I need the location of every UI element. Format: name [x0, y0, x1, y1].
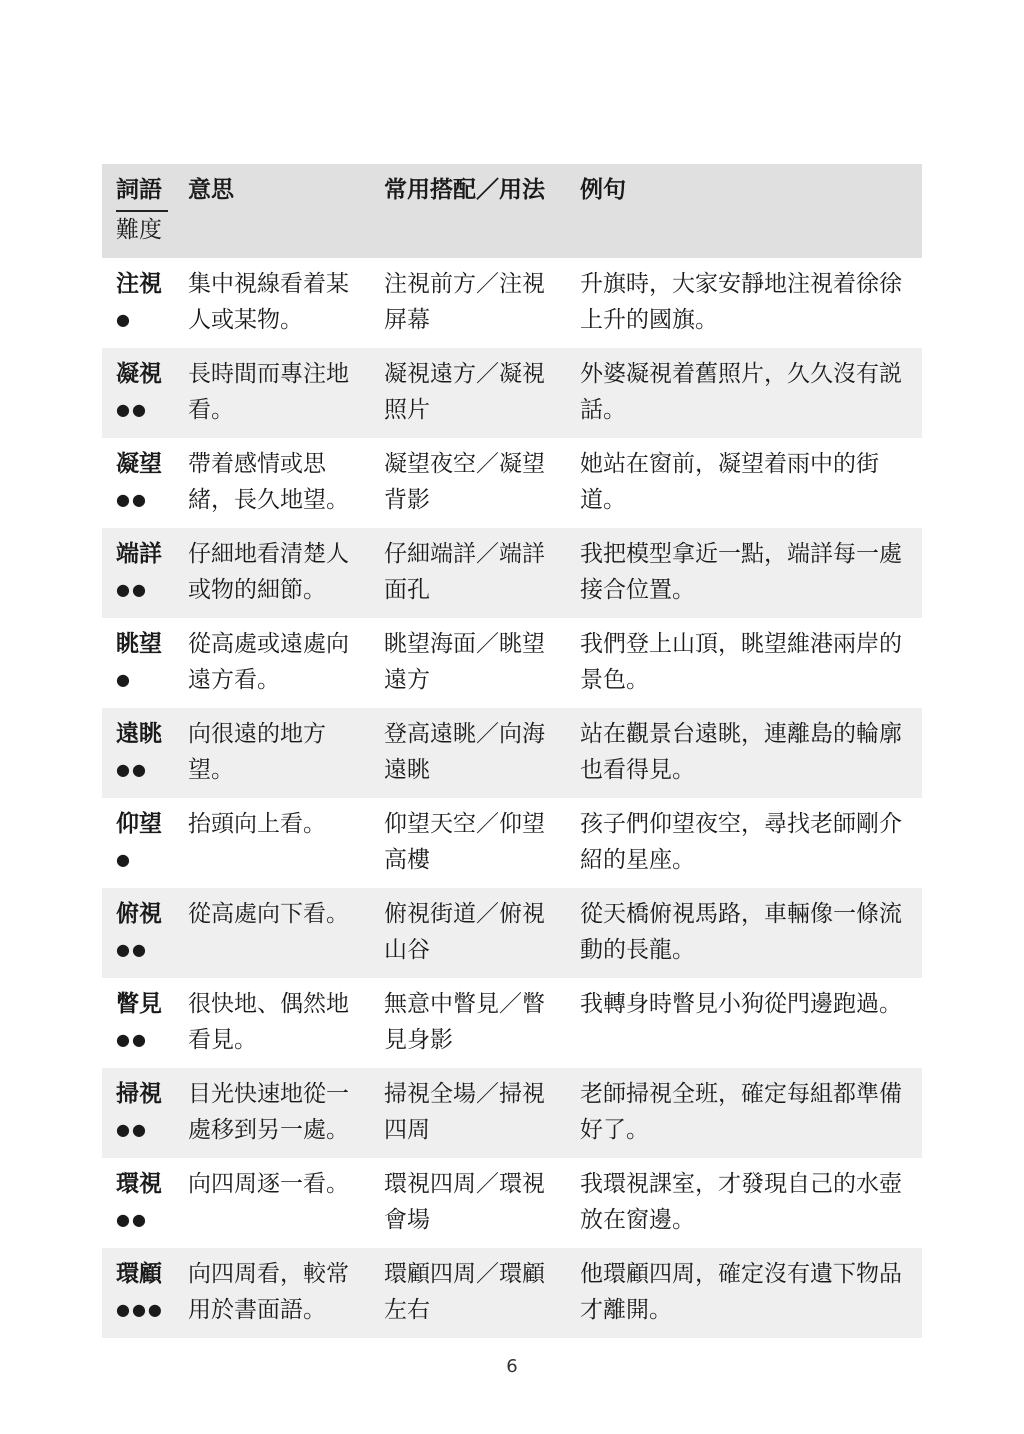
table-row	[102, 798, 922, 888]
vocab-word: 仰望	[116, 811, 162, 837]
example-cell: 孩子們仰望夜空，尋找老師剛介紹的星座。	[580, 811, 902, 873]
vocab-word: 眺望	[116, 631, 162, 657]
table-row	[102, 348, 922, 438]
vocab-word: 俯視	[116, 901, 162, 927]
usage-cell: 注視前方／注視屏幕	[384, 271, 545, 333]
table-row	[102, 708, 922, 798]
difficulty-dots: ●●	[116, 1120, 148, 1139]
usage-cell: 掃視全場／掃視四周	[376, 1068, 572, 1158]
table-row	[102, 438, 922, 528]
word-cell	[102, 978, 180, 1068]
usage-cell: 登高遠眺／向海遠眺	[376, 708, 572, 798]
word-cell	[102, 798, 180, 888]
header-word-cell	[102, 164, 180, 258]
usage-cell: 俯視街道／俯視山谷	[376, 888, 572, 978]
meaning-cell: 長時間而專注地看。	[180, 348, 376, 438]
example-cell: 他環顧四周，確定沒有遺下物品才離開。	[572, 1248, 922, 1338]
meaning-cell: 從高處或遠處向遠方看。	[188, 631, 349, 693]
usage-cell: 眺望海面／眺望遠方	[384, 631, 545, 693]
difficulty-dots: ●●	[116, 1030, 148, 1049]
meaning-cell: 集中視線看着某人或某物。	[188, 271, 349, 333]
usage-cell: 無意中瞥見／瞥見身影	[384, 991, 545, 1053]
word-cell	[102, 708, 180, 798]
meaning-cell: 向很遠的地方望。	[180, 708, 376, 798]
table-row	[102, 528, 922, 618]
word-cell	[102, 618, 180, 708]
difficulty-dots: ●	[116, 850, 132, 869]
meaning-cell: 很快地、偶然地看見。	[188, 991, 349, 1053]
vocab-word: 瞥見	[116, 991, 162, 1017]
header-example-label: 例句	[572, 164, 922, 258]
meaning-cell: 抬頭向上看。	[188, 811, 326, 837]
table-body	[102, 258, 922, 1338]
usage-cell: 凝視遠方／凝視照片	[376, 348, 572, 438]
header-word-label: 詞語	[116, 177, 162, 203]
usage-cell: 仔細端詳／端詳面孔	[376, 528, 572, 618]
table-row	[102, 978, 922, 1068]
example-cell: 我們登上山頂，眺望維港兩岸的景色。	[580, 631, 902, 693]
table-header	[102, 164, 922, 258]
header-usage-label: 常用搭配／用法	[376, 164, 572, 258]
page-number: 6	[506, 1356, 518, 1377]
vocab-word: 掃視	[116, 1081, 162, 1107]
example-cell: 外婆凝視着舊照片，久久沒有説話。	[572, 348, 922, 438]
difficulty-dots: ●●	[116, 940, 148, 959]
difficulty-dots: ●●	[116, 580, 148, 599]
difficulty-dots: ●	[116, 310, 132, 329]
word-cell	[102, 528, 180, 618]
word-cell	[102, 258, 180, 348]
vocab-word: 端詳	[116, 541, 162, 567]
vocab-word: 環顧	[116, 1261, 162, 1287]
vocab-word: 凝望	[116, 451, 162, 477]
table-row	[102, 618, 922, 708]
example-cell: 我轉身時瞥見小狗從門邊跑過。	[580, 991, 902, 1017]
table-row	[102, 1068, 922, 1158]
example-cell: 從天橋俯視馬路，車輛像一條流動的長龍。	[572, 888, 922, 978]
difficulty-dots: ●●	[116, 1210, 148, 1229]
meaning-cell: 仔細地看清楚人或物的細節。	[180, 528, 376, 618]
meaning-cell: 從高處向下看。	[180, 888, 376, 978]
word-cell	[102, 1068, 180, 1158]
meaning-cell: 目光快速地從一處移到另一處。	[180, 1068, 376, 1158]
vocab-word: 環視	[116, 1171, 162, 1197]
header-meaning-label: 意思	[180, 164, 376, 258]
example-cell: 老師掃視全班，確定每組都準備好了。	[572, 1068, 922, 1158]
vocab-word: 注視	[116, 271, 162, 297]
table-row	[102, 1158, 922, 1248]
difficulty-dots: ●	[116, 670, 132, 689]
example-cell: 我環視課室，才發現自己的水壺放在窗邊。	[580, 1171, 902, 1233]
table-row	[102, 888, 922, 978]
example-cell: 她站在窗前，凝望着雨中的街道。	[580, 451, 879, 513]
word-cell	[102, 348, 180, 438]
meaning-cell: 帶着感情或思緒，長久地望。	[188, 451, 349, 513]
example-cell: 站在觀景台遠眺，連離島的輪廓也看得見。	[572, 708, 922, 798]
word-cell	[102, 438, 180, 528]
vocabulary-table	[102, 164, 922, 1338]
usage-cell: 仰望天空／仰望高樓	[384, 811, 545, 873]
example-cell: 升旗時，大家安靜地注視着徐徐上升的國旗。	[580, 271, 902, 333]
meaning-cell: 向四周逐一看。	[188, 1171, 349, 1197]
usage-cell: 環視四周／環視會場	[384, 1171, 545, 1233]
header-row	[102, 164, 922, 258]
difficulty-dots: ●●	[116, 490, 148, 509]
table-row	[102, 258, 922, 348]
usage-cell: 環顧四周／環顧左右	[376, 1248, 572, 1338]
word-cell	[102, 1248, 180, 1338]
vocab-word: 凝視	[116, 361, 162, 387]
example-cell: 我把模型拿近一點，端詳每一處接合位置。	[572, 528, 922, 618]
table-row	[102, 1248, 922, 1338]
header-difficulty-label: 難度	[116, 210, 168, 248]
usage-cell: 凝望夜空／凝望背影	[384, 451, 545, 513]
meaning-cell: 向四周看，較常用於書面語。	[180, 1248, 376, 1338]
vocab-word: 遠眺	[116, 721, 162, 747]
word-cell	[102, 1158, 180, 1248]
difficulty-dots: ●●	[116, 400, 148, 419]
word-cell	[102, 888, 180, 978]
difficulty-dots: ●●	[116, 760, 148, 779]
difficulty-dots: ●●●	[116, 1300, 164, 1319]
